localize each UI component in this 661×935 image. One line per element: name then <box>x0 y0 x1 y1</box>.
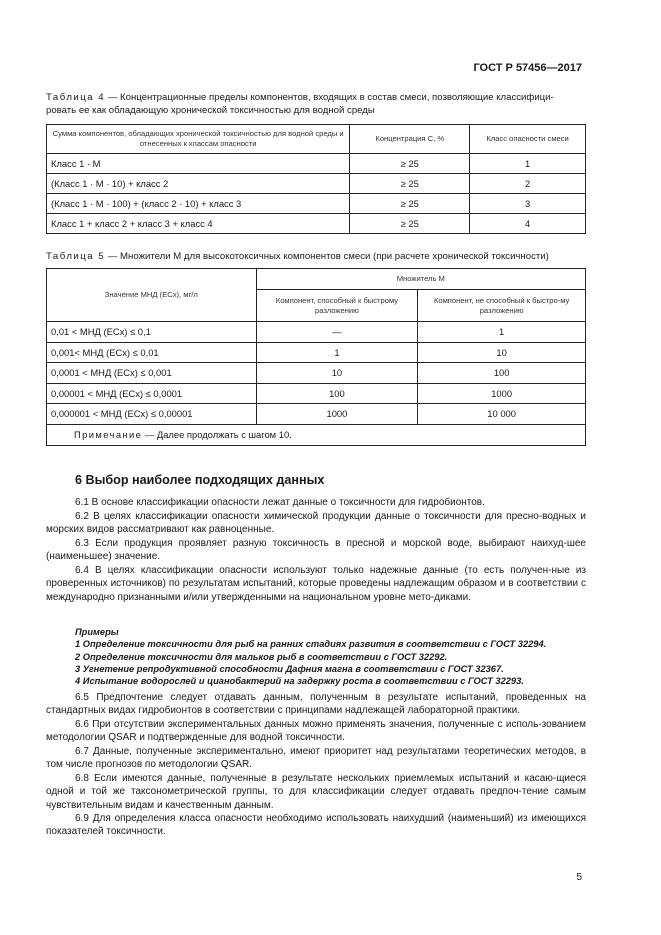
table-cell: 0,0001 < МНД (ECx) ≤ 0,001 <box>47 363 257 384</box>
paragraph: 6.7 Данные, полученные экспериментально, имеют приоритет над результатами теоретических методов, в том числе прогнозов по методологии QSAR. <box>46 746 586 771</box>
paragraph: 6.8 Если имеются данные, полученные в результате нескольких приемлемых испытаний и касаю-щиеся одной и той же таксонометрической группы, то для классификации следует отдавать предпоч-тение самым чувствительным видам и качественным данным. <box>46 773 586 811</box>
example-item: 1 Определение токсичности для рыб на ранних стадиях развития в соответствии с ГОСТ 32294. <box>75 639 547 650</box>
table-row <box>47 363 586 384</box>
table4 <box>46 124 586 234</box>
table-cell: 0,00001 < МНД (ECx) ≤ 0,0001 <box>47 383 257 404</box>
table-row <box>47 154 586 174</box>
example-item: 3 Угнетение репродуктивной способности Дафния магна в соответствии с ГОСТ 32367. <box>75 663 504 674</box>
table-cell: 0,000001 < МНД (ECx) ≤ 0,00001 <box>47 404 257 425</box>
table-cell: 1000 <box>256 404 418 425</box>
table-cell: 10 <box>256 363 418 384</box>
column-group-header: Множитель M <box>256 269 585 290</box>
table-cell: 1 <box>418 322 586 343</box>
table-cell: 100 <box>418 363 586 384</box>
table-cell: ≥ 25 <box>350 214 470 234</box>
table-row <box>47 404 586 425</box>
table-cell: 0,001< МНД (ECx) ≤ 0,01 <box>47 342 257 363</box>
table-cell: Класс 1 · M <box>47 154 350 174</box>
table-cell: 1000 <box>418 383 586 404</box>
table-header-row <box>47 269 586 290</box>
column-header: Сумма компонентов, обладающих хронической токсичностью для водной среды и отнесенных к классам опасности <box>47 125 350 154</box>
table-cell: 100 <box>256 383 418 404</box>
table-cell: ≥ 25 <box>350 174 470 194</box>
table5 <box>46 268 586 446</box>
table-cell: 1 <box>256 342 418 363</box>
paragraph: 6.4 В целях классификации опасности используют только надежные данные (то есть получен-ные из проверенных источников) по результатам испытаний, которые проведены надлежащим образом и в соответствии с международно признанными и/или утвержденными на национальном уровне мето-диками. <box>46 565 586 603</box>
table5-title: — Множители M для высокотоксичных компонентов смеси (при расчете хронической токсичности) <box>105 251 549 262</box>
table5-caption <box>46 251 586 264</box>
table-cell: — <box>256 322 418 343</box>
example-item: 4 Испытание водорослей и цианобактерий на задержку роста в соответствии с ГОСТ 32293. <box>75 676 524 687</box>
column-header: Компонент, не способный к быстро-му разложению <box>418 290 586 322</box>
section-title: 6 Выбор наиболее подходящих данных <box>75 473 325 487</box>
paragraph: 6.6 При отсутствии экспериментальных данных можно применять значения, полученные с исполь-зованием методологии QSAR и подтвержденные для водной токсичности. <box>46 719 586 744</box>
examples-block <box>75 626 595 687</box>
document-code: ГОСТ Р 57456—2017 <box>473 62 582 74</box>
paragraph: 6.1 В основе классификации опасности лежат данные о токсичности для гидробионтов. <box>75 497 485 508</box>
table-cell: 10 <box>418 342 586 363</box>
column-header: Компонент, способный к быстрому разложению <box>256 290 418 322</box>
table4-label: Таблица 4 <box>46 92 106 103</box>
table-row <box>47 194 586 214</box>
column-header: Класс опасности смеси <box>470 125 586 154</box>
note-text: — Далее продолжать с шагом 10. <box>142 429 292 440</box>
table-cell: 1 <box>470 154 586 174</box>
page-number: 5 <box>576 872 582 883</box>
table-cell: (Класс 1 · M · 10) + класс 2 <box>47 174 350 194</box>
table5-label: Таблица 5 <box>46 251 106 262</box>
column-header: Концентрация C, % <box>350 125 470 154</box>
paragraph: 6.2 В целях классификации опасности химической продукции данные о токсичности для пресно-водных и морских видов рассматривают как равноценные. <box>46 511 586 536</box>
table-row <box>47 383 586 404</box>
table-cell: 2 <box>470 174 586 194</box>
table-cell: ≥ 25 <box>350 154 470 174</box>
paragraph: 6.9 Для определения класса опасности необходимо использовать наихудший (наименьший) из имеющихся показателей токсичности. <box>46 813 586 838</box>
table-cell: 3 <box>470 194 586 214</box>
table-cell: Класс 1 + класс 2 + класс 3 + класс 4 <box>47 214 350 234</box>
table-row <box>47 342 586 363</box>
table4-title-cont: ровать ее как обладающую хронической токсичностью для водной среды <box>46 104 375 116</box>
column-header: Значение МНД (ECx), мг/л <box>47 269 257 322</box>
table-row <box>47 214 586 234</box>
table-note <box>47 424 586 445</box>
table4-caption <box>46 92 586 117</box>
example-item: 2 Определение токсичности для мальков рыб в соответствии с ГОСТ 32292. <box>75 651 448 662</box>
table-note-row <box>47 424 586 445</box>
paragraph: 6.5 Предпочтение следует отдавать данным, полученным в результате испытаний, проведенных на стандартных видах гидробионтов в соответствии с принципами надлежащей лабораторной практики. <box>46 692 586 717</box>
table-cell: 10 000 <box>418 404 586 425</box>
paragraph: 6.3 Если продукция проявляет разную токсичность в пресной и морской воде, выбирают наихуд-шее (наименьшее) значение. <box>46 538 586 563</box>
table-cell: ≥ 25 <box>350 194 470 214</box>
table4-title: — Концентрационные пределы компонентов, входящих в состав смеси, позволяющие классифици- <box>105 92 554 103</box>
table-cell: (Класс 1 · M · 100) + (класс 2 · 10) + класс 3 <box>47 194 350 214</box>
examples-title: Примеры <box>75 627 119 637</box>
table-cell: 4 <box>470 214 586 234</box>
table-row <box>47 174 586 194</box>
table-cell: 0,01 < МНД (ECx) ≤ 0,1 <box>47 322 257 343</box>
table-header-row <box>47 125 586 154</box>
table-row <box>47 322 586 343</box>
note-label: Примечание <box>74 429 143 440</box>
